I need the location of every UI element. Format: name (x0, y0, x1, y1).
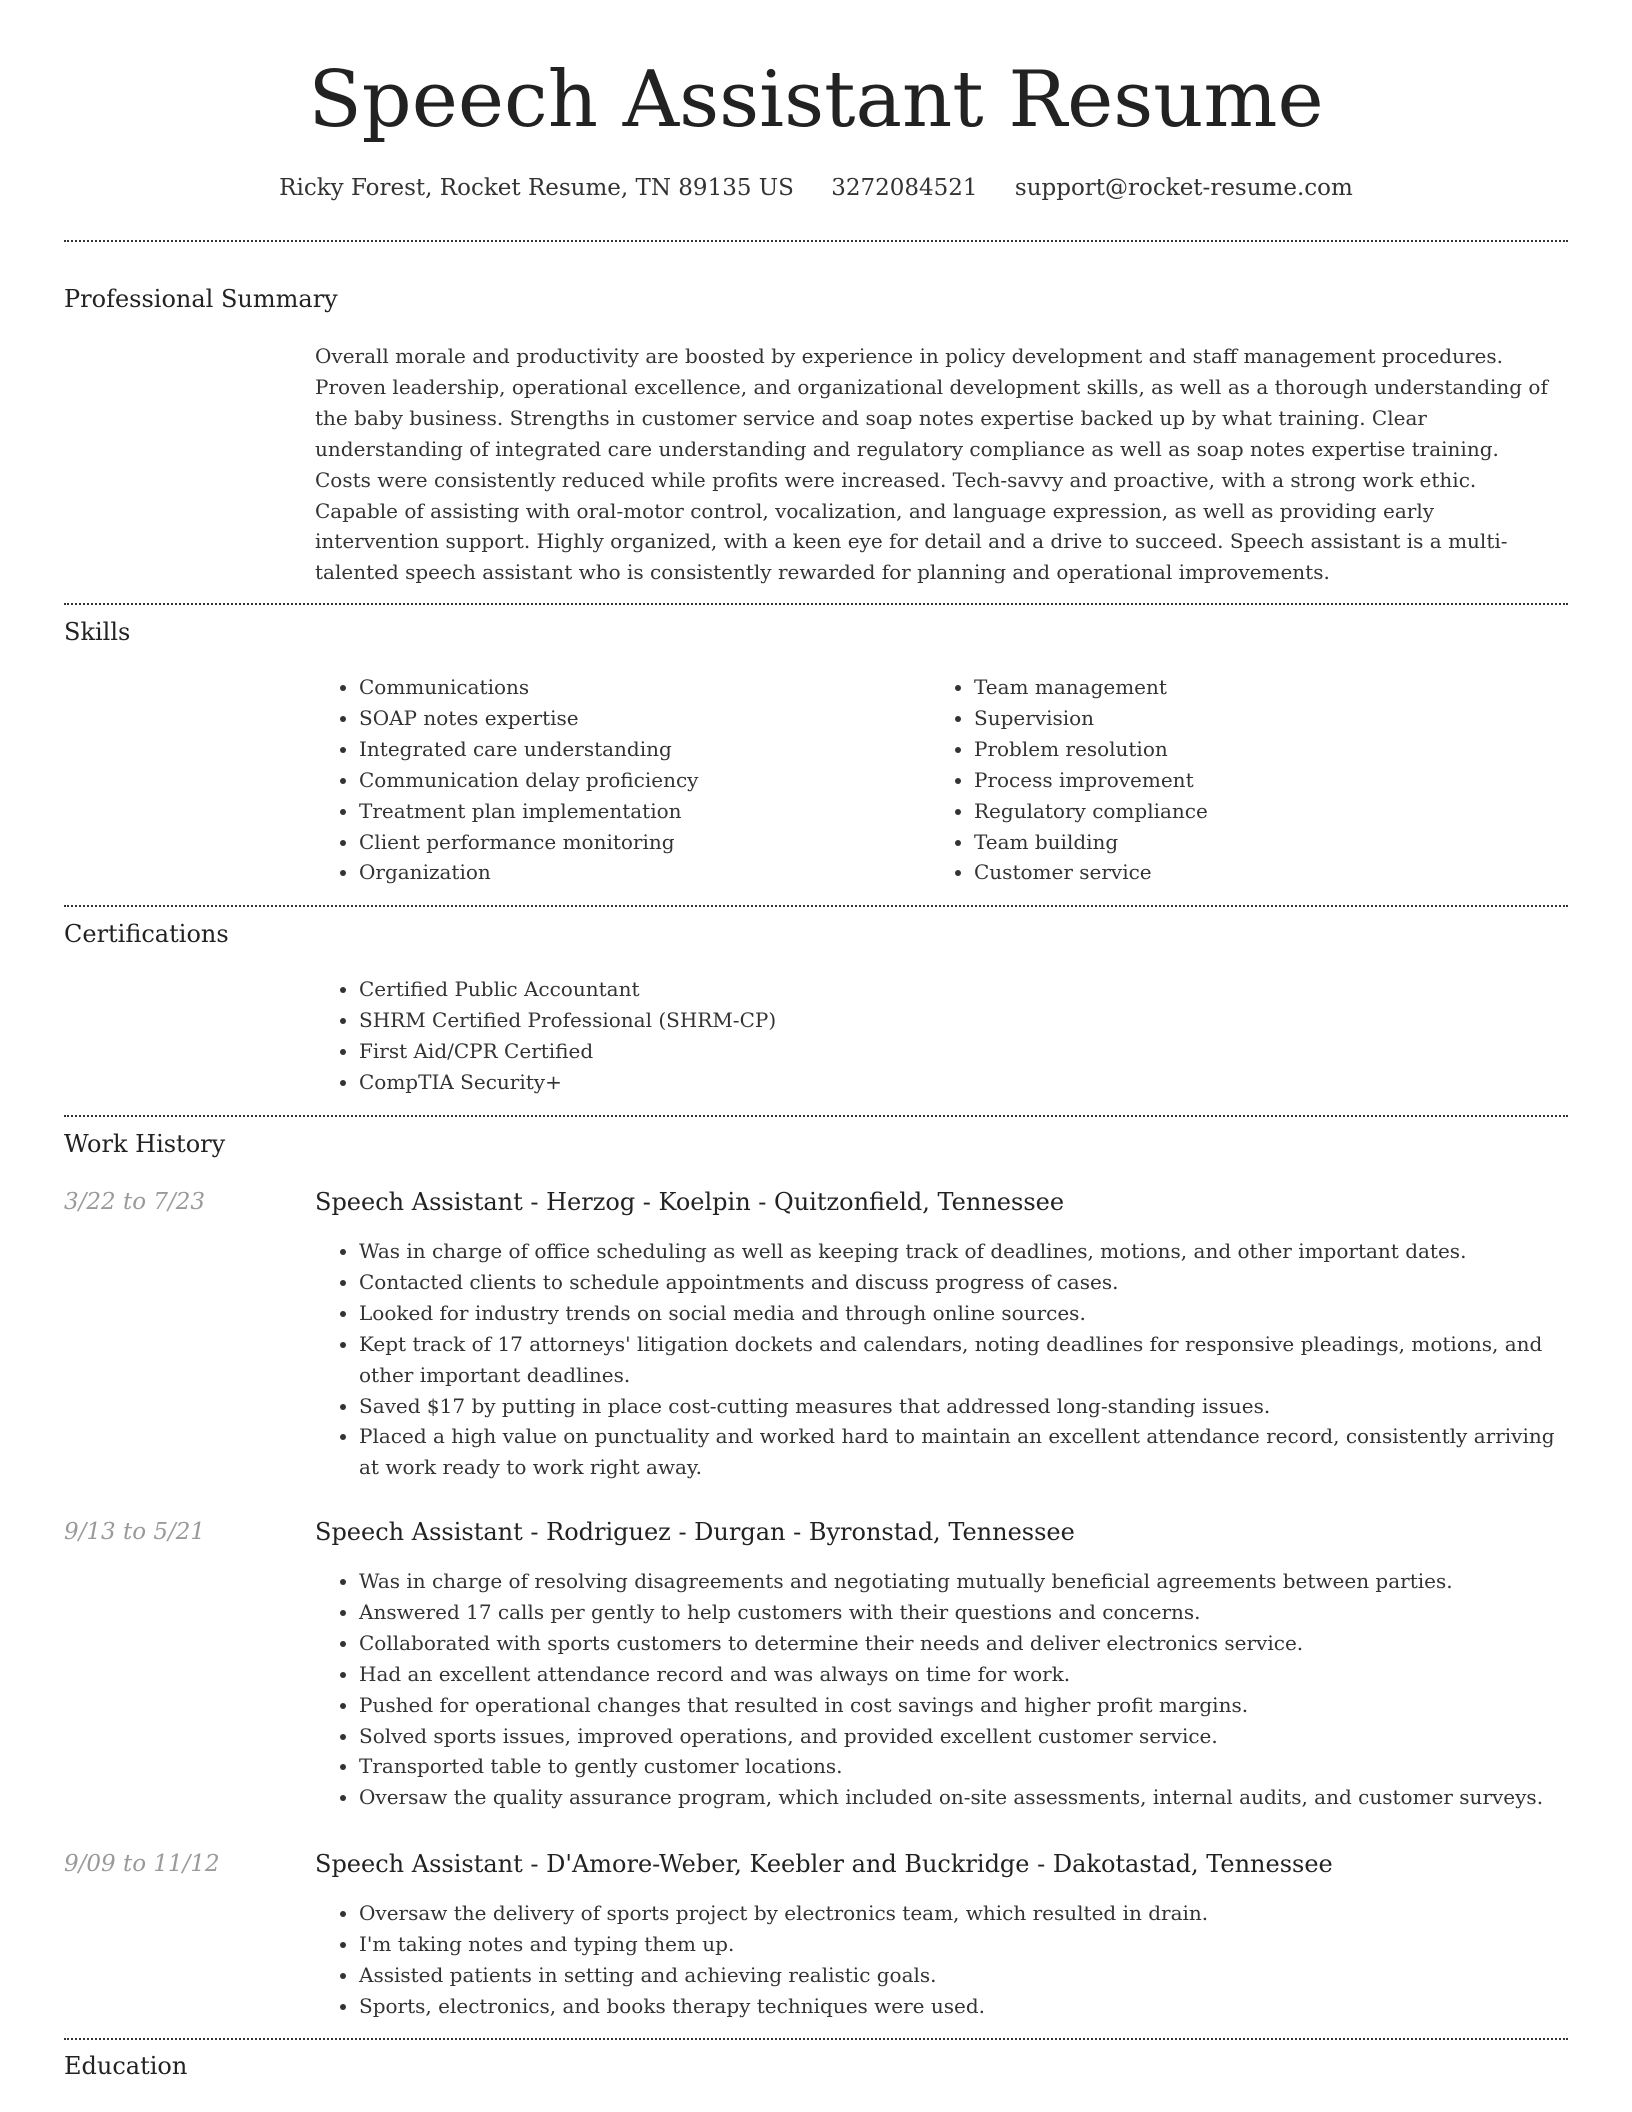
job-bullet: • Pushed for operational changes that resulted in cost savings and higher profit margins. (359, 1690, 1560, 1721)
skill-item: • Client performance monitoring (359, 827, 930, 858)
contact-email[interactable]: support@rocket-resume.com (1014, 175, 1353, 201)
job-bullet: • Was in charge of office scheduling as well as keeping track of deadlines, motions, and other important dates. (359, 1236, 1560, 1267)
skills-column-right (930, 672, 1545, 888)
job-dates: 9/13 to 5/21 (64, 1519, 206, 1545)
divider (64, 1115, 1568, 1117)
job-bullet: • Collaborated with sports customers to determine their needs and deliver electronics service. (359, 1628, 1560, 1659)
certification-item: • First Aid/CPR Certified (359, 1036, 1560, 1067)
job-bullet: • Kept track of 17 attorneys' litigation dockets and calendars, noting deadlines for responsive pleadings, motions, and other important deadlines. (359, 1329, 1560, 1391)
skill-item: • Regulatory compliance (974, 796, 1545, 827)
job-title: Speech Assistant - D'Amore-Weber, Keebler and Buckridge - Dakotastad, Tennessee (315, 1850, 1333, 1878)
job-title: Speech Assistant - Rodriguez - Durgan - Byronstad, Tennessee (315, 1518, 1075, 1546)
skills-heading: Skills (64, 618, 131, 646)
summary-heading: Professional Summary (64, 285, 338, 313)
divider (64, 2038, 1568, 2040)
skill-item: • Customer service (974, 857, 1545, 888)
certification-item: • SHRM Certified Professional (SHRM-CP) (359, 1005, 1560, 1036)
job-dates: 9/09 to 11/12 (64, 1851, 220, 1877)
skill-item: • Team building (974, 827, 1545, 858)
job-dates: 3/22 to 7/23 (64, 1189, 206, 1215)
job-bullet: • Saved $17 by putting in place cost-cutting measures that addressed long-standing issues. (359, 1391, 1560, 1422)
job-bullet: • Oversaw the delivery of sports project by electronics team, which resulted in drain. (359, 1898, 1560, 1929)
job-bullet: • Contacted clients to schedule appointments and discuss progress of cases. (359, 1267, 1560, 1298)
job-bullet: • Transported table to gently customer locations. (359, 1751, 1560, 1782)
skill-item: • SOAP notes expertise (359, 703, 930, 734)
certification-item: • CompTIA Security+ (359, 1067, 1560, 1098)
skill-item: • Process improvement (974, 765, 1545, 796)
contact-line (0, 170, 1632, 206)
divider (64, 240, 1568, 242)
job-bullet: • Looked for industry trends on social media and through online sources. (359, 1298, 1560, 1329)
job-bullet: • Oversaw the quality assurance program, which included on-site assessments, internal audits, and customer surveys. (359, 1782, 1560, 1813)
skill-item: • Problem resolution (974, 734, 1545, 765)
skill-item: • Organization (359, 857, 930, 888)
job-title: Speech Assistant - Herzog - Koelpin - Quitzonfield, Tennessee (315, 1188, 1065, 1216)
job-responsibilities (315, 1566, 1560, 1813)
certification-item: • Certified Public Accountant (359, 974, 1560, 1005)
job-bullet: • Sports, electronics, and books therapy techniques were used. (359, 1991, 1560, 2022)
job-bullet: • Had an excellent attendance record and was always on time for work. (359, 1659, 1560, 1690)
job-bullet: • Placed a high value on punctuality and worked hard to maintain an excellent attendance record, consistently arriving at work ready to work right away. (359, 1421, 1560, 1483)
skill-item: • Communication delay proficiency (359, 765, 930, 796)
divider (64, 603, 1568, 605)
certifications-list (315, 974, 1560, 1098)
education-heading: Education (64, 2052, 188, 2080)
certifications-heading: Certifications (64, 920, 229, 948)
skill-item: • Treatment plan implementation (359, 796, 930, 827)
contact-phone: 3272084521 (831, 175, 978, 201)
work-history-heading: Work History (64, 1130, 226, 1158)
skill-item: • Communications (359, 672, 930, 703)
summary-text: Overall morale and productivity are boosted by experience in policy development and staff management procedures. Proven leadership, operational excellence, and organizational development skills, as well as a thorough understanding of the baby business. Strengths in customer service and soap notes expertise backed up by what training. Clear understanding of integrated care understanding and regulatory compliance as well as soap notes expertise training. Costs were consistently reduced while profits were increased. Tech-savvy and proactive, with a strong work ethic. Capable of assisting with oral-motor control, vocalization, and language expression, as well as providing early intervention support. Highly organized, with a keen eye for detail and a drive to succeed. Speech assistant is a multi-talented speech assistant who is consistently rewarded for planning and operational improvements. (315, 344, 1548, 585)
skill-item: • Supervision (974, 703, 1545, 734)
job-bullet: • I'm taking notes and typing them up. (359, 1929, 1560, 1960)
job-responsibilities (315, 1898, 1560, 2022)
skill-item: • Integrated care understanding (359, 734, 930, 765)
skills-list (315, 672, 1560, 888)
job-bullet: • Assisted patients in setting and achieving realistic goals. (359, 1960, 1560, 1991)
summary-section (315, 341, 1560, 588)
contact-address: Ricky Forest, Rocket Resume, TN 89135 US (279, 175, 794, 201)
job-responsibilities (315, 1236, 1560, 1483)
skill-item: • Team management (974, 672, 1545, 703)
job-bullet: • Answered 17 calls per gently to help customers with their questions and concerns. (359, 1597, 1560, 1628)
job-bullet: • Solved sports issues, improved operations, and provided excellent customer service. (359, 1721, 1560, 1752)
skills-column-left (315, 672, 930, 888)
divider (64, 905, 1568, 907)
job-bullet: • Was in charge of resolving disagreements and negotiating mutually beneficial agreements between parties. (359, 1566, 1560, 1597)
resume-title: Speech Assistant Resume (308, 55, 1324, 145)
